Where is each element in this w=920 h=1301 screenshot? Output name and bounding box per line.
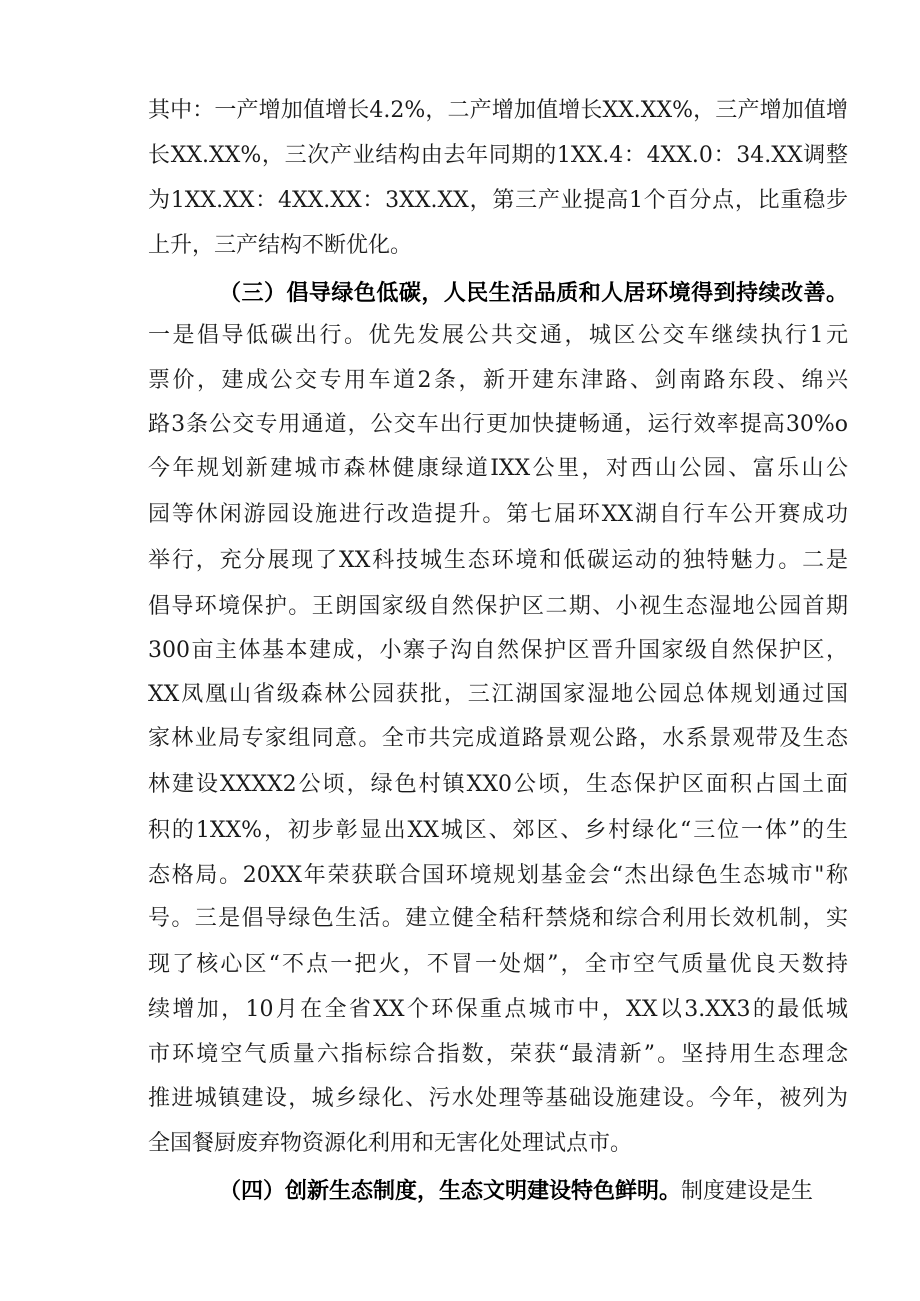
text-line: 积的1XX%，初步彰显出XX城区、郊区、乡村绿化“三位一体”的生	[148, 818, 848, 843]
text-line: 倡导环境保护。王朗国家级自然保护区二期、小视生态湿地公园首期	[148, 594, 848, 619]
text-line: 现了核心区“不点一把火，不冒一处烟”，全市空气质量优良天数持	[148, 952, 848, 977]
text-line: 上升，三产结构不断优化。	[148, 233, 413, 258]
text-line: 全国餐厨废弃物资源化利用和无害化处理试点市。	[148, 1131, 633, 1156]
section-heading: （四）创新生态制度，生态文明建设特色鲜明。	[219, 1178, 682, 1204]
text-line: 续增加，10月在全省XX个环保重点城市中，XX以3.XX3的最低城	[148, 997, 848, 1022]
text-line: 园等休闲游园设施进行改造提升。第七届环XX湖自行车公开赛成功	[148, 502, 848, 527]
text-line: 其中：一产增加值增长4.2%，二产增加值增长XX.XX%，三产增加值增	[148, 98, 848, 123]
text-line: 市环境空气质量六指标综合指数，荣获“最清新”。坚持用生态理念	[148, 1042, 848, 1067]
section-heading: （三）倡导绿色低碳，人民生活品质和人居环境得到持续改善。	[219, 280, 848, 306]
text-line: 家林业局专家组同意。全市共完成道路景观公路，水系景观带及生态	[148, 726, 848, 751]
text-line: XX凤凰山省级森林公园获批，三江湖国家湿地公园总体规划通过国	[148, 682, 848, 707]
text-line: 林建设XXXX2公顷，绿色村镇XX0公顷，生态保护区面积占国土面	[148, 772, 848, 797]
text-line: 推进城镇建设，城乡绿化、污水处理等基础设施建设。今年，被列为	[148, 1086, 848, 1111]
text-line: 为1XX.XX：4XX.XX：3XX.XX，第三产业提高1个百分点，比重稳步	[148, 188, 848, 213]
text-line: 票价，建成公交专用车道2条，新开建东津路、剑南路东段、绵兴	[148, 368, 848, 393]
text-line: 今年规划新建城市森林健康绿道IXX公里，对西山公园、富乐山公	[148, 456, 848, 481]
text-line: 态格局。20XX年荣获联合国环境规划基金会“杰出绿色生态城市"称	[148, 863, 848, 888]
text-line: 300亩主体基本建成，小寨子沟自然保护区晋升国家级自然保护区，	[148, 638, 848, 663]
text-line: 号。三是倡导绿色生活。建立健全秸秆禁烧和综合利用长效机制，实	[148, 906, 848, 931]
text-line: 一是倡导低碳出行。优先发展公共交通，城区公交车继续执行1元	[148, 323, 848, 348]
text-line: 路3条公交专用通道，公交车出行更加快捷畅通，运行效率提高30%o	[148, 412, 848, 437]
text-line: 举行，充分展现了XX科技城生态环境和低碳运动的独特魅力。二是	[148, 548, 848, 573]
text-run: 制度建设是生	[681, 1179, 814, 1204]
section-paragraph	[219, 1169, 848, 1213]
text-line: 长XX.XX%，三次产业结构由去年同期的1XX.4：4XX.0：34.XX调整	[148, 143, 848, 168]
